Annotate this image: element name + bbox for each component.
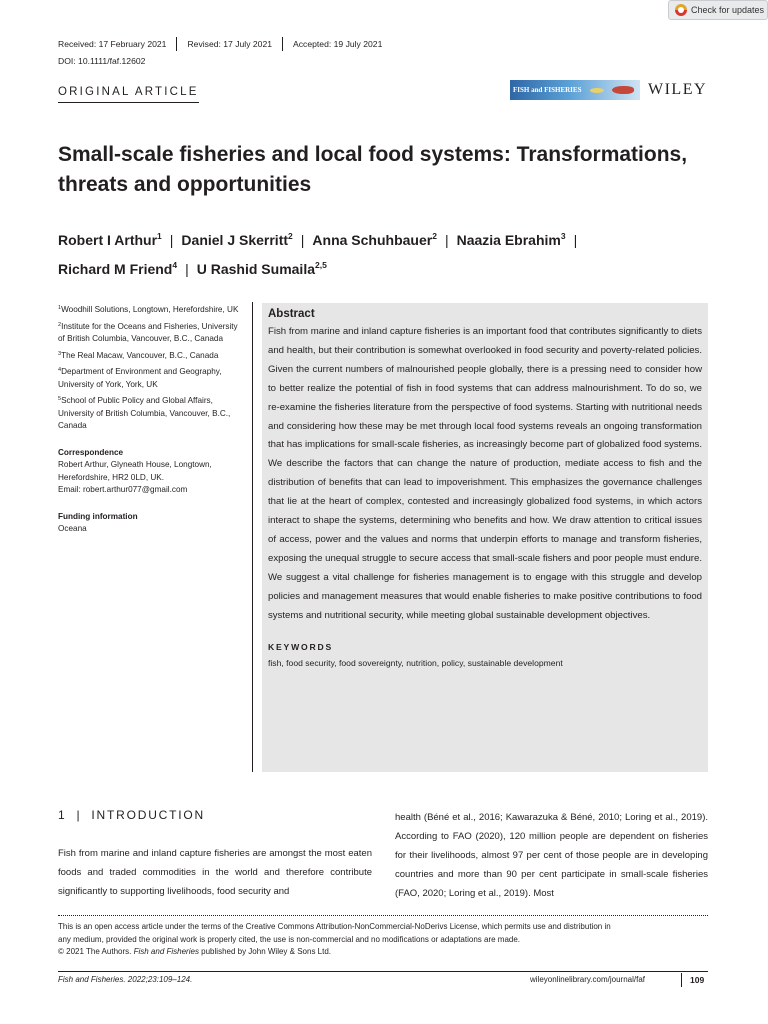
footer-separator — [681, 973, 682, 987]
author-separator: | — [169, 232, 174, 248]
body-paragraph: Fish from marine and inland capture fisheries are amongst the most eaten foods and traded commodities in the world and therefore contribute significantly to supporting livelihoods, food security and — [58, 848, 372, 897]
journal-logo — [510, 80, 640, 100]
footer-url[interactable]: wileyonlinelibrary.com/journal/faf — [530, 975, 646, 984]
correspondence-email[interactable]: Email: robert.arthur077@gmail.com — [58, 485, 188, 494]
received-date: Received: 17 February 2021 — [58, 39, 167, 49]
author-name[interactable]: Naazia Ebrahim$^3$ — [456, 231, 566, 248]
author-separator: | — [573, 232, 578, 248]
accepted-date: Accepted: 19 July 2021 — [293, 39, 383, 49]
correspondence-line: Robert Arthur, Glyneath House, Longtown, — [58, 460, 212, 469]
section-title: INTRODUCTION — [91, 808, 205, 822]
section-heading — [58, 808, 205, 822]
affiliation-marker: 4 — [172, 260, 178, 270]
correspondence-heading: Correspondence — [58, 447, 124, 457]
author-list — [58, 224, 718, 282]
article-sidebar — [58, 302, 243, 536]
affiliation-marker: 2 — [432, 231, 437, 241]
footer-citation: Fish and Fisheries. 2022;23:109–124. — [58, 975, 193, 984]
keywords-list: fish, food security, food sovereignty, nutrition, policy, sustainable development — [268, 657, 563, 668]
copyright-line: © 2021 The Authors. Fish and Fisheries published by John Wiley & Sons Ltd. — [58, 947, 332, 956]
journal-logo-text: FISH and FISHERIES — [513, 86, 582, 94]
license-line: This is an open access article under the terms of the Creative Commons Attribution-NonCommercial-NoDerivs License, which permits use and distribution in — [58, 922, 611, 931]
date-divider — [176, 37, 177, 51]
abstract-heading: Abstract — [268, 308, 315, 320]
publisher-logo: WILEY — [648, 81, 708, 98]
author-name[interactable]: U Rashid Sumaila$^{2,5}$ — [196, 260, 327, 277]
article-history — [58, 37, 382, 51]
affiliation: $^4$Department of Environment and Geography, University of York, York, UK — [58, 367, 222, 389]
footer-divider — [58, 971, 708, 972]
affiliation: $^5$School of Public Policy and Global Affairs, University of British Columbia, Vancouver, B.C., Canada — [58, 396, 231, 430]
section-separator: | — [76, 808, 82, 822]
body-paragraph: health (Béné et al., 2016; Kawarazuka & Béné, 2010; Loring et al., 2019). According to FAO (2020), 120 million people are dependent on fisheries for their livelihoods, almost 97 per cent of those people are in developing countries and more than 90 per cent participate in small-scale fisheries (FAO, 2020; Loring et al., 2019). Most — [395, 812, 708, 899]
correspondence-line: Herefordshire, HR2 0LD, UK. — [58, 472, 165, 482]
funding-heading: Funding information — [58, 511, 138, 521]
abstract-text: Fish from marine and inland capture fisheries is an important food that contributes significantly to diets and health, but their contribution is somewhat overlooked in food security and poverty-related policies. Given the current numbers of malnourished people globally, there is a pressing need to consider how to better realize the potential of fish in food systems that can address malnourishment. To do so, we re-examine the fisheries literature from the perspective of food systems. Starting with nutritional needs and considering how these may be met through local food systems reveals an ongoing transformation that has implications for small-scale fisheries, as increasingly become part of globalized food systems. We describe the factors that can change the nature of production, mediate access to fish and the distribution of benefits that can lead to impoverishment. This emphasizes the governance challenges that lie at the heart of complex, contested and increasingly globalized food systems, in which actors interact to shape the systems, determining who benefits and how. We draw attention to critical issues of access, power and the values and norms that underpin efforts to manage and transform fisheries, exposing the unequal struggle to secure access that small-scale fishers and poor people must endure. We suggest a vital challenge for fisheries management is to engage with this struggle and develop policies and management measures that would enable fisheries to make positive contributions to food systems and nutritional security, while meeting global sustainable development objectives. — [268, 326, 702, 621]
license-divider — [58, 915, 708, 916]
crossmark-icon — [675, 4, 687, 16]
funding-text: Oceana — [58, 524, 87, 533]
date-divider — [282, 37, 283, 51]
affiliation: $^1$Woodhill Solutions, Longtown, Herefordshire, UK — [58, 305, 239, 314]
author-name[interactable]: Daniel J Skerritt$^2$ — [181, 231, 293, 248]
author-name[interactable]: Robert I Arthur$^1$ — [58, 231, 162, 248]
author-separator: | — [444, 232, 449, 248]
author-separator: | — [185, 261, 189, 277]
author-name[interactable]: Anna Schuhbauer$^2$ — [312, 231, 437, 248]
abstract-box — [262, 303, 708, 772]
revised-date: Revised: 17 July 2021 — [187, 39, 273, 49]
affiliation: $^3$The Real Macaw, Vancouver, B.C., Canada — [58, 350, 219, 360]
doi[interactable]: DOI: 10.1111/faf.12602 — [58, 56, 146, 66]
fish-icon — [612, 86, 634, 94]
check-for-updates-label: Check for updates — [691, 5, 765, 15]
article-type: ORIGINAL ARTICLE — [58, 86, 199, 103]
page-number: 109 — [690, 975, 705, 985]
license-line: any medium, provided the original work is properly cited, the use is non-commercial and no modifications or adaptations are made. — [58, 934, 521, 944]
section-number: 1 — [58, 808, 67, 822]
affiliation-marker: 1 — [157, 231, 162, 241]
check-for-updates-button[interactable] — [668, 0, 768, 20]
author-name[interactable]: Richard M Friend$^4$ — [58, 260, 178, 277]
keywords-heading: KEYWORDS — [268, 641, 334, 652]
column-divider — [252, 302, 253, 772]
affiliation-marker: 2,5 — [315, 260, 327, 270]
article-title: Small-scale fisheries and local food systems: Transformations, threats and opportunities — [58, 143, 688, 196]
fish-icon — [590, 88, 604, 93]
author-separator: | — [300, 232, 305, 248]
affiliation: $^2$Institute for the Oceans and Fisheries, University of British Columbia, Vancouver, B.C., Canada — [58, 321, 238, 343]
license-notice — [58, 921, 713, 959]
affiliation-marker: 3 — [560, 231, 566, 241]
affiliation-marker: 2 — [288, 231, 293, 241]
